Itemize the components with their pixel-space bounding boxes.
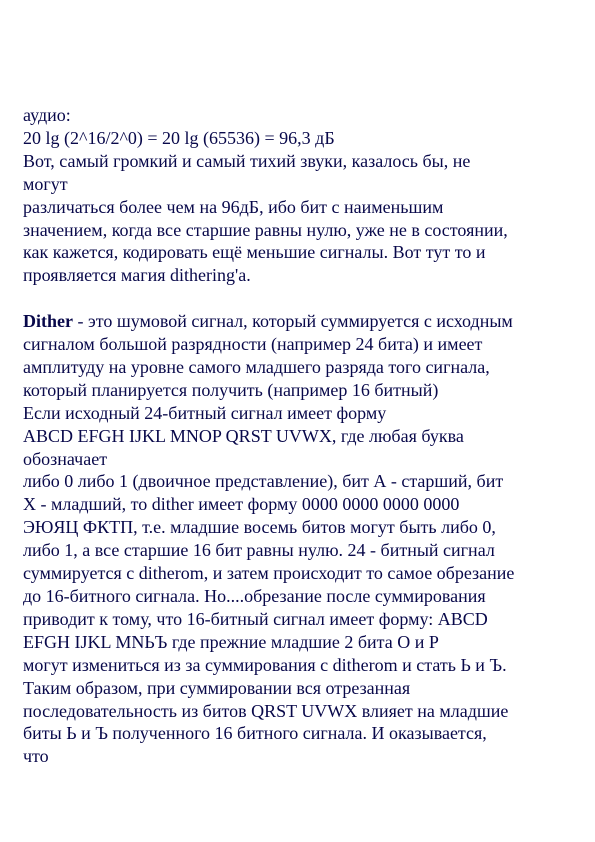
text-line: амплитуду на уровне самого младшего разряда того сигнала, xyxy=(23,356,490,377)
text-line: биты Ь и Ъ полученного 16 битного сигнала. И оказывается, xyxy=(23,723,487,744)
text-line: Таким образом, при суммировании вся отрезанная xyxy=(23,677,411,698)
text-line: проявляется магия dithering'а. xyxy=(23,265,251,286)
text-line-rest: - это шумовой сигнал, который суммируется с исходным xyxy=(72,311,513,332)
text-line: Х - младший, то dither имеет форму 0000 0000 0000 0000 xyxy=(23,494,460,515)
text-line: различаться более чем на 96дБ, ибо бит с наименьшим xyxy=(23,196,444,217)
text-line: либо 1, а все старшие 16 бит равны нулю. 24 - битный сигнал xyxy=(23,540,495,561)
text-line: приводит к тому, что 16-битный сигнал имеет форму: ABCD xyxy=(23,608,488,629)
text-line: последовательность из битов QRST UVWX влияет на младшие xyxy=(23,700,509,721)
text-line: до 16-битного сигнала. Но....обрезание после суммирования xyxy=(23,586,486,607)
dither-term: Dither xyxy=(23,311,73,332)
formula-line: 20 lg (2^16/2^0) = 20 lg (65536) = 96,3 дБ xyxy=(23,127,335,148)
text-line: либо 0 либо 1 (двоичное представление), бит А - старший, бит xyxy=(23,471,504,492)
text-line: значением, когда все старшие равны нулю, уже не в состоянии, xyxy=(23,219,508,240)
text-line: который планируется получить (например 16 битный) xyxy=(23,379,439,400)
text-line: ЭЮЯЦ ФКТП, т.е. младшие восемь битов могут быть либо 0, xyxy=(23,517,496,538)
document-page xyxy=(23,104,579,768)
text-line: Если исходный 24-битный сигнал имеет форму xyxy=(23,402,387,423)
text-line: могут измениться из за суммирования с ditherom и стать Ь и Ъ. xyxy=(23,654,507,675)
text-line xyxy=(23,310,579,333)
text-line: сигналом большой разрядности (например 24 бита) и имеет xyxy=(23,334,483,355)
text-line: аудио: xyxy=(23,105,71,125)
text-line: что xyxy=(23,746,49,767)
text-line: EFGH IJKL MNЬЪ где прежние младшие 2 бита О и Р xyxy=(23,631,439,652)
text-line: суммируется с ditherom, и затем происходит то самое обрезание xyxy=(23,563,515,584)
text-line: могут xyxy=(23,173,68,194)
paragraph-gap xyxy=(23,287,579,310)
text-line: ABCD EFGH IJKL MNOP QRST UVWX, где любая буква xyxy=(23,425,464,446)
text-line: обозначает xyxy=(23,448,108,469)
text-line: как кажется, кодировать ещё меньшие сигналы. Вот тут то и xyxy=(23,242,486,263)
text-line: Вот, самый громкий и самый тихий звуки, казалось бы, не xyxy=(23,150,471,171)
